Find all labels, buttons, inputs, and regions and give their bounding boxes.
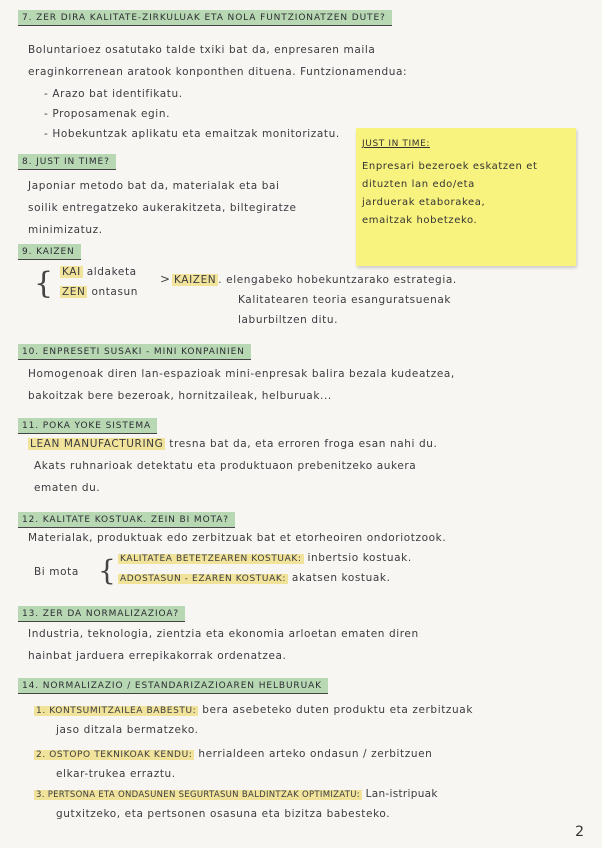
- objective-text: herrialdeen arteko ondasun / zerbitzuen: [198, 748, 433, 760]
- s7-paragraph-line: eraginkorrenean aratook konponthen dituena. Funtzionamendua:: [28, 66, 408, 78]
- objective-text: Lan-istripuak: [365, 788, 438, 800]
- kaizen-definition: [172, 274, 457, 287]
- heading-10: 10. ENPRESETI SUSAKI - MINI KONPAINIEN: [18, 344, 251, 360]
- brace-left: {: [34, 266, 54, 301]
- objective-mark: 1. KONTSUMITZAILEA BABESTU:: [36, 706, 197, 716]
- s11-paragraph-line: [28, 438, 437, 451]
- objective-item: [34, 788, 438, 802]
- objective-item: [34, 748, 432, 762]
- heading-9: 9. KAIZEN: [18, 244, 81, 260]
- cost-type-text: inbertsio kostuak.: [307, 552, 412, 564]
- zen-row: [60, 286, 138, 299]
- kaizen-def-line: Kalitatearen teoria esanguratsuenak: [238, 294, 452, 306]
- kai-meaning: aldaketa: [86, 266, 137, 278]
- kaizen-def-line: . elengabeko hobekuntzarako estrategia.: [218, 274, 457, 286]
- cost-type-mark: ADOSTASUN - EZAREN KOSTUAK:: [120, 574, 286, 584]
- s7-paragraph-line: Boluntarioez osatutako talde txiki bat da, enpresaren maila: [28, 44, 376, 56]
- cost-type-row: [118, 572, 391, 586]
- lean-manufacturing-mark: LEAN MANUFACTURING: [30, 438, 164, 450]
- objective-item: [34, 704, 473, 718]
- kai-row: [60, 266, 137, 279]
- s7-bullet: - Proposamenak egin.: [44, 108, 171, 120]
- s11-paragraph-line: Akats ruhnarioak detektatu eta produktuaon prebenitzeko aukera: [34, 460, 417, 472]
- kai-mark: KAI: [62, 266, 81, 278]
- heading-7: 7. ZER DIRA KALITATE-ZIRKULUAK ETA NOLA FUNTZIONATZEN DUTE?: [18, 10, 392, 26]
- s13-paragraph-line: Industria, teknologia, zientzia eta ekonomia arloetan ematen diren: [28, 628, 419, 640]
- s8-paragraph-line: Japoniar metodo bat da, materialak eta bai: [28, 180, 280, 192]
- note-line: emaitzak hobetzeko.: [362, 215, 478, 226]
- s11-paragraph-line: ematen du.: [34, 482, 101, 494]
- kaizen-def-line: laburbiltzen ditu.: [238, 314, 339, 326]
- s7-bullet: - Arazo bat identifikatu.: [44, 88, 183, 100]
- s10-paragraph-line: Homogenoak diren lan-espazioak mini-enpresak balira bezala kudeatzea,: [28, 368, 455, 380]
- brace-left: {: [98, 554, 116, 587]
- kaizen-mark: KAIZEN: [174, 274, 217, 286]
- cost-type-mark: KALITATEA BETETZEAREN KOSTUAK:: [120, 554, 302, 564]
- note-line: Enpresari bezeroek eskatzen et: [362, 161, 538, 172]
- s8-paragraph-line: soilik entregatzeko aukerakitzeta, biltegiratze: [28, 202, 297, 214]
- zen-meaning: ontasun: [91, 286, 139, 298]
- heading-12: 12. KALITATE KOSTUAK. ZEIN BI MOTA?: [18, 512, 235, 528]
- note-title: JUST IN TIME:: [362, 139, 430, 149]
- s12-paragraph-line: Materialak, produktuak edo zerbitzuak bat et etorheoiren ondoriotzook.: [28, 532, 447, 544]
- zen-mark: ZEN: [62, 286, 86, 298]
- objective-mark: 2. OSTOPO TEKNIKOAK KENDU:: [36, 750, 193, 760]
- objective-text: bera asebeteko duten produktu eta zerbitzuak: [202, 704, 474, 716]
- heading-11: 11. POKA YOKE SISTEMA: [18, 418, 157, 434]
- objective-mark: 3. PERTSONA ETA ONDASUNEN SEGURTASUN BALDINTZAK OPTIMIZATU:: [36, 790, 360, 800]
- note-line: jarduerak etaborakea,: [362, 197, 486, 208]
- s13-paragraph-line: hainbat jarduera errepikakorrak ordenatzea.: [28, 650, 287, 662]
- bi-mota-label: Bi mota: [34, 566, 79, 578]
- note-line: dituzten lan edo/eta: [362, 179, 475, 190]
- s10-paragraph-line: bakoitzak bere bezeroak, hornitzaileak, helburuak...: [28, 390, 332, 402]
- heading-14: 14. NORMALIZAZIO / ESTANDARIZAZIOAREN HELBURUAK: [18, 678, 328, 694]
- heading-13: 13. ZER DA NORMALIZAZIOA?: [18, 606, 185, 622]
- cost-type-row: [118, 552, 412, 566]
- arrow-icon: >: [160, 272, 171, 286]
- s11-text: tresna bat da, eta erroren froga esan nahi du.: [169, 438, 438, 450]
- s7-bullet: - Hobekuntzak aplikatu eta emaitzak monitorizatu.: [44, 128, 340, 140]
- page-number: 2: [575, 824, 584, 840]
- heading-8: 8. JUST IN TIME?: [18, 154, 116, 170]
- objective-text-cont: jaso ditzala bermatzeko.: [56, 724, 199, 736]
- cost-type-text: akatsen kostuak.: [291, 572, 391, 584]
- objective-text-cont: gutxitzeko, eta pertsonen osasuna eta bizitza babesteko.: [56, 808, 391, 820]
- s8-paragraph-line: minimizatuz.: [28, 224, 103, 236]
- objective-text-cont: elkar-trukea erraztu.: [56, 768, 176, 780]
- sticky-note: [356, 128, 576, 266]
